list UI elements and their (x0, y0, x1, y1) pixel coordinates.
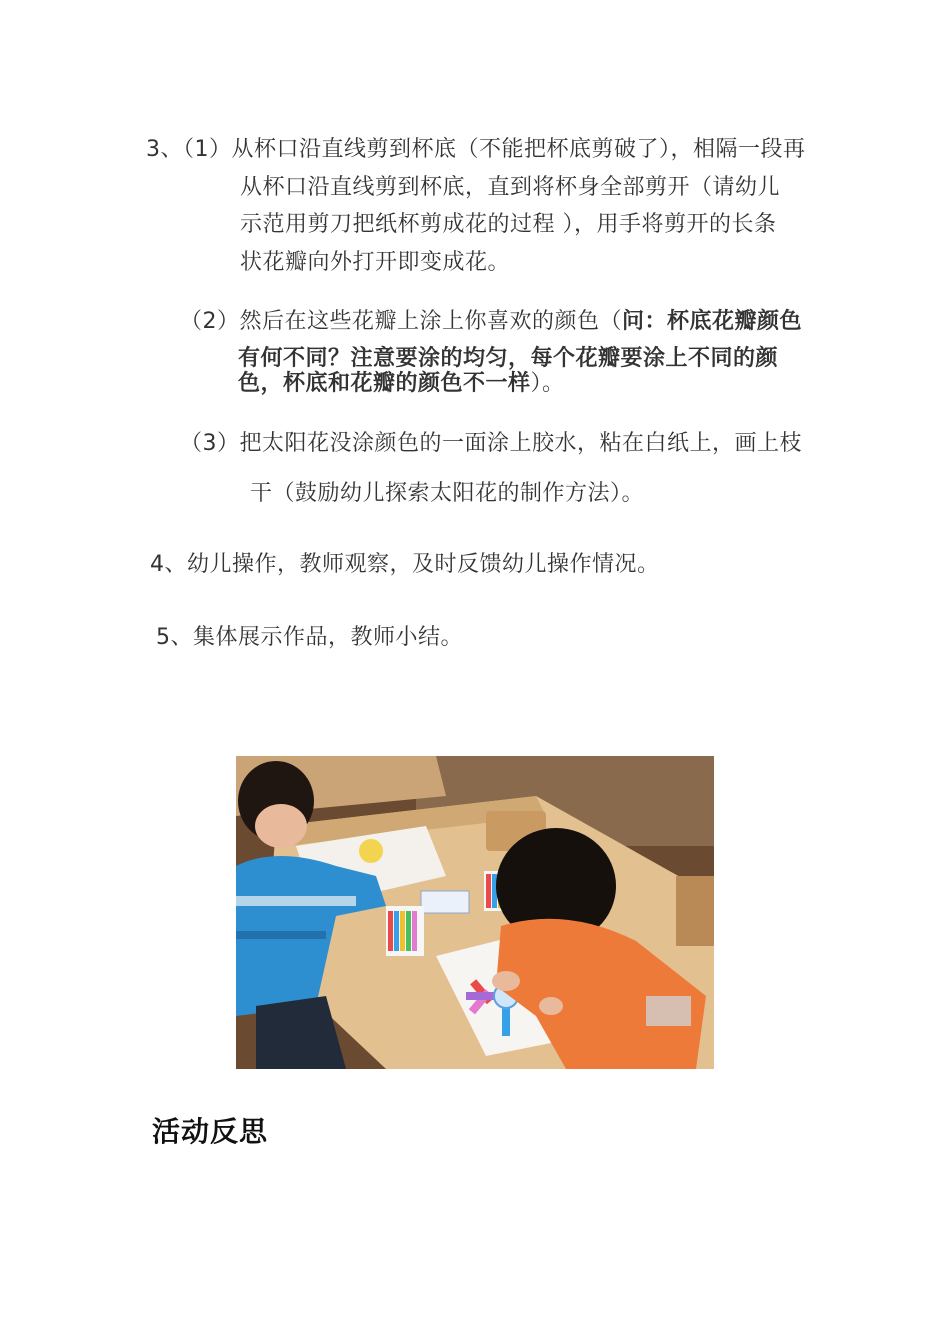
step5-text: 5、集体展示作品，教师小结。 (156, 625, 463, 650)
step3-sub3-line1: （3）把太阳花没涂颜色的一面涂上胶水，粘在白纸上，画上枝 (180, 431, 802, 456)
step3-sub2-line3 (238, 370, 565, 398)
children-craft-photo (236, 756, 714, 1069)
step3-sub1-line1: 3、（1）从杯口沿直线剪到杯底（不能把杯底剪破了），相隔一段再 (146, 137, 806, 162)
step3-sub2-line2: 有何不同？注意要涂的均匀，每个花瓣要涂上不同的颜 (238, 346, 779, 371)
step3-sub3-line2: 干（鼓励幼儿探索太阳花的制作方法）。 (250, 481, 645, 506)
step3-sub1-line4: 状花瓣向外打开即变成花。 (240, 250, 511, 275)
section-heading-reflection: 活动反思 (152, 1115, 269, 1148)
step4-text: 4、幼儿操作，教师观察，及时反馈幼儿操作情况。 (150, 552, 660, 577)
step3-sub2-line1 (180, 308, 802, 336)
step3-sub2-line3-bold: 色，杯底和花瓣的颜色不一样 (238, 371, 531, 396)
step3-sub2-line1-normal: （2）然后在这些花瓣上涂上你喜欢的颜色（ (180, 309, 622, 334)
step3-sub2-line1-bold: 问：杯底花瓣颜色 (622, 309, 803, 334)
step3-sub1-line2: 从杯口沿直线剪到杯底，直到将杯身全部剪开（请幼儿 (240, 175, 781, 200)
step3-sub2-line3-normal: ）。 (530, 371, 565, 396)
step3-sub1-line3: 示范用剪刀把纸杯剪成花的过程 ），用手将剪开的长条 (240, 212, 777, 237)
